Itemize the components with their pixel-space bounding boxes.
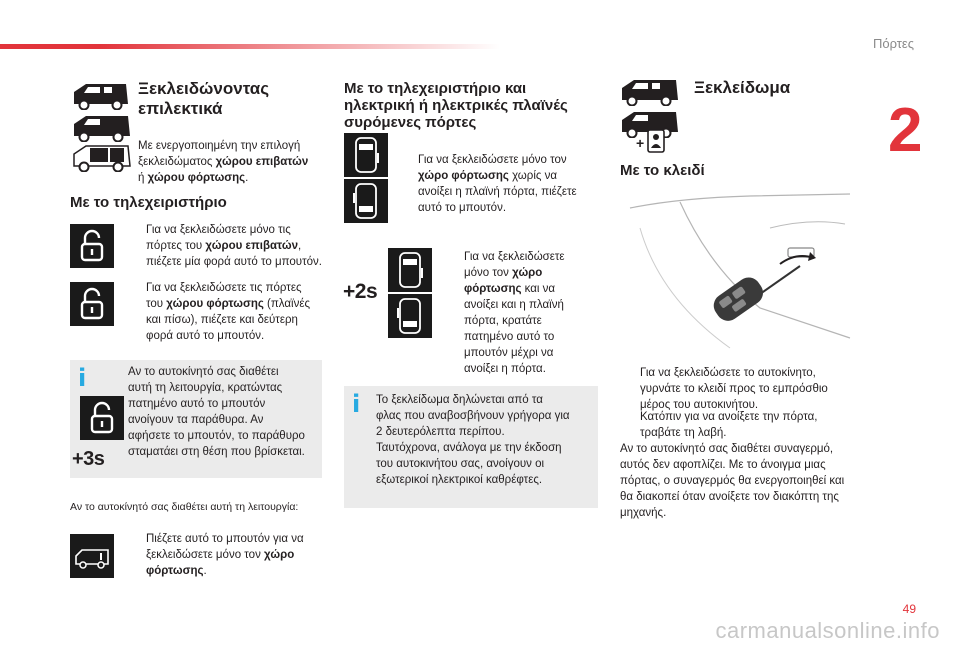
unlock-button-tile-2 <box>70 282 114 326</box>
remote-heading: Με το τηλεχειριστήριο <box>70 194 227 211</box>
svg-text:+: + <box>636 135 645 151</box>
watermark: carmanualsonline.info <box>715 618 940 643</box>
col1-intro: Με ενεργοποιημένη την επιλογή ξεκλειδώματος χώρου επιβατών ή χώρου φόρτωσης. <box>138 140 309 184</box>
van-icon-full <box>70 80 130 110</box>
van-icon-full-col3 <box>618 76 680 106</box>
unlock-button-tile <box>70 224 114 268</box>
car-top-view-icon <box>388 248 432 292</box>
col3-title: Ξεκλείδωμα <box>694 78 791 97</box>
hold-3s-badge: +3s <box>72 448 105 470</box>
col1-item1: Για να ξεκλειδώσετε μόνο τις πόρτες του χώρου επιβατών, πιέζετε μία φορά αυτό το μπουτόν. <box>146 224 322 268</box>
info-box-windows <box>70 360 322 478</box>
col2-item1: Για να ξεκλειδώσετε μόνο τον χώρο φόρτωσης χωρίς να ανοίξει η πλαϊνή πόρτα, πιέζετε αυτό το μπουτόν. <box>418 154 577 214</box>
page-number: 49 <box>902 602 916 616</box>
car-top-view-tile-4 <box>388 294 432 338</box>
chapter-number: 2 <box>888 96 923 165</box>
car-top-view-icon <box>344 133 388 177</box>
unlock-icon <box>70 224 114 268</box>
header-accent-bar <box>0 44 500 49</box>
col1-title: Ξεκλειδώνοντας επιλεκτικά <box>138 79 270 118</box>
unlock-button-tile-3 <box>80 396 124 440</box>
van-unlock-icon <box>70 534 114 578</box>
col2-item2: Για να ξεκλειδώσετε μόνο τον χώρο φόρτωσης και να ανοίξει και η πλαϊνή πόρτα, κρατάτε πατημένο αυτό το μπουτόν μέχρι να ανοίξει η πόρτα. <box>464 251 565 375</box>
unlock-icon <box>70 282 114 326</box>
door-key-illustration <box>620 188 860 358</box>
col1-item2: Για να ξεκλειδώσετε τις πόρτες του χώρου φόρτωσης (πλαϊνές και πίσω), πιέζετε και δεύτερη φορά αυτό το μπουτόν. <box>146 282 311 342</box>
cargo-unlock-button-tile <box>70 534 114 578</box>
col2-title: Με το τηλεχειριστήριο και ηλεκτρική ή ηλεκτρικές πλαϊνές συρόμενες πόρτες <box>344 80 568 131</box>
col3-alarm-paragraph: Αν το αυτοκίνητό σας διαθέτει συναγερμό, αυτός δεν αφοπλίζει. Με το άνοιγμα μιας πόρτας, ο συναγερμός θα ενεργοποιηθεί και θα διακοπεί όταν ανοίξετε τον διακόπτη της μηχανής. <box>620 443 845 519</box>
van-icon-selective-unlock <box>70 142 132 172</box>
info-text-windows: Αν το αυτοκίνητό σας διαθέτει αυτή τη λειτουργία, κρατώντας πατημένο αυτό το μπουτόν ανοίγουν τα παράθυρα. Αν αφήσετε το μπουτόν, το παράθυρο σταματάει στη θέση που βρίσκεται. <box>128 366 305 458</box>
section-title: Πόρτες <box>872 36 914 51</box>
function-note: Αν το αυτοκίνητό σας διαθέτει αυτή τη λειτουργία: <box>70 501 299 513</box>
car-top-view-icon <box>344 179 388 223</box>
car-top-view-icon <box>388 294 432 338</box>
col3-item1: Για να ξεκλειδώσετε το αυτοκίνητο, γυρνάτε το κλειδί προς το εμπρόσθιο μέρος του αυτοκινήτου. <box>640 367 828 411</box>
unlock-icon <box>80 396 124 440</box>
info-icon: i <box>352 390 361 418</box>
car-top-view-tile-2 <box>344 179 388 223</box>
info-text-unlock-signal: Το ξεκλείδωμα δηλώνεται από τα φλας που αναβοσβήνουν γρήγορα για 2 δευτερόλεπτα περίπου. Ταυτόχρονα, ανάλογα με την έκδοση του αυτοκινήτου σας, ανοίγουν οι εξωτερικοί ηλεκτρικοί καθρέφτες. <box>376 394 570 486</box>
col1-item3: Πιέζετε αυτό το μπουτόν για να ξεκλειδώσετε μόνο τον χώρο φόρτωσης. <box>146 533 304 577</box>
car-top-view-tile <box>344 133 388 177</box>
col3-item2: Κατόπιν για να ανοίξετε την πόρτα, τραβάτε τη λαβή. <box>640 411 818 439</box>
car-top-view-tile-3 <box>388 248 432 292</box>
info-icon: i <box>78 364 87 392</box>
key-heading: Με το κλειδί <box>620 162 705 179</box>
van-icon-panel <box>70 112 132 142</box>
plus-person-icon <box>636 128 666 154</box>
hold-2s-badge: +2s <box>343 280 378 303</box>
info-box-unlock-signal <box>344 386 598 508</box>
